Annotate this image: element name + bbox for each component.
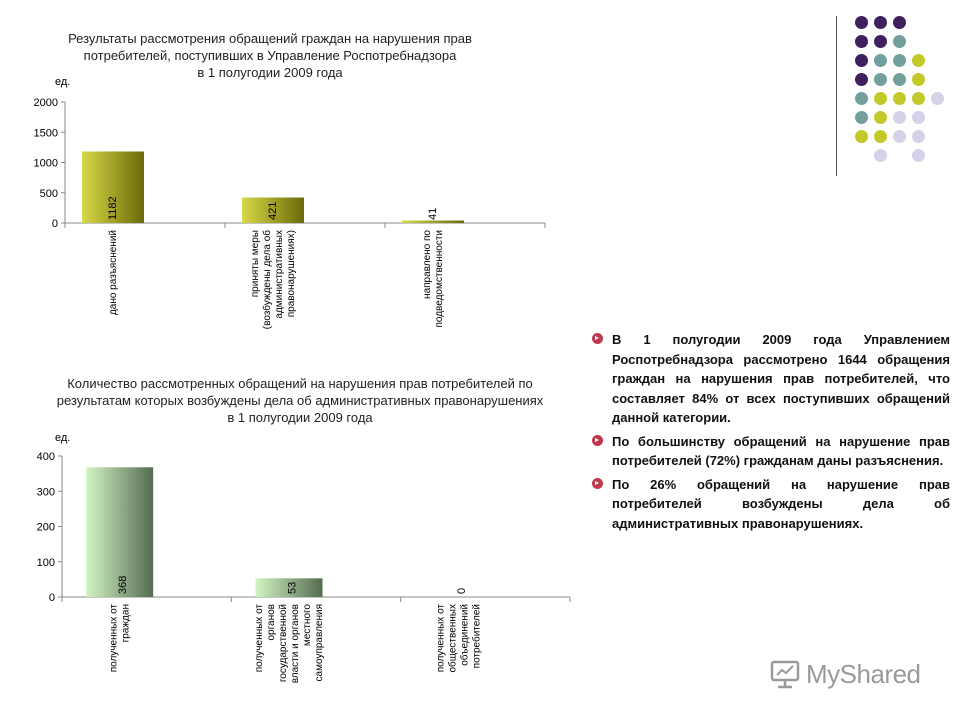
- y-tick-label: 2000: [33, 97, 58, 109]
- decor-dot: [912, 73, 925, 86]
- decor-dot: [874, 149, 887, 162]
- decor-dot: [874, 54, 887, 67]
- decor-dot: [855, 16, 868, 29]
- category-label: полученных оторгановгосударственнойвласти и органовместногосамоуправления: [254, 604, 325, 684]
- data-label: 53: [286, 581, 299, 594]
- decor-dot: [931, 92, 944, 105]
- category-label: дано разъяснений: [108, 230, 119, 316]
- chart2-unit-label: ед.: [55, 432, 71, 444]
- category-label: приняты меры(возбуждены дела обадминистративныхправонарушениях): [250, 230, 297, 330]
- watermark-logo: [770, 656, 921, 692]
- y-tick-label: 1000: [33, 157, 58, 170]
- bullet-text: По большинству обращений на нарушение прав потребителей (72%) гражданам даны разъяснения.: [612, 433, 950, 468]
- bullet-list: [590, 330, 950, 537]
- category-label: полученных отграждан: [108, 604, 132, 673]
- decor-dot: [912, 92, 925, 105]
- decor-vertical-line: [836, 16, 837, 176]
- y-tick-label: 1500: [33, 127, 58, 140]
- presentation-icon: [770, 659, 800, 689]
- chart1-title-line: потребителей, поступивших в Управление Роспотребнадзора: [83, 48, 457, 63]
- bullet-item: [590, 475, 950, 534]
- decor-dot: [855, 54, 868, 67]
- y-tick-label: 300: [36, 486, 55, 499]
- decor-dot: [855, 130, 868, 143]
- decor-dot: [893, 16, 906, 29]
- decor-dot: [893, 130, 906, 143]
- chart2-title-line: результатам которых возбуждены дела об административных правонарушениях: [56, 393, 544, 408]
- decor-dot: [855, 73, 868, 86]
- y-tick-label: 0: [51, 218, 58, 230]
- y-tick-label: 100: [36, 556, 55, 569]
- y-tick-label: 500: [39, 187, 58, 200]
- decor-dot: [912, 149, 925, 162]
- y-tick-label: 400: [36, 451, 55, 463]
- decor-dot: [855, 35, 868, 48]
- y-tick-label: 0: [48, 592, 55, 604]
- data-label: 368: [117, 575, 130, 594]
- bullet-text: По 26% обращений на нарушение прав потребителей возбуждены дела об административных правонарушениях.: [612, 476, 950, 531]
- decor-dot: [874, 35, 887, 48]
- decor-dot: [893, 92, 906, 105]
- data-label: 0: [455, 587, 468, 594]
- decor-dot: [912, 111, 925, 124]
- bullet-text: В 1 полугодии 2009 года Управлением Роспотребнадзора рассмотрено 1644 обращения граждан на нарушения прав потребителей, что составляет 84% от всех поступивших обращений данной категории.: [612, 332, 950, 425]
- decor-dot: [874, 130, 887, 143]
- bullet-item: [590, 330, 950, 428]
- watermark-text: MyShared: [806, 658, 921, 689]
- decor-dot: [893, 35, 906, 48]
- chart1-title-line: Результаты рассмотрения обращений граждан на нарушения прав: [68, 31, 472, 46]
- decor-dot: [912, 54, 925, 67]
- chart2-title-line: Количество рассмотренных обращений на нарушения прав потребителей по: [67, 376, 533, 391]
- category-label: полученных отобщественныхобъединенийпотребителей: [435, 604, 483, 673]
- decor-dot: [912, 130, 925, 143]
- data-label: 421: [267, 201, 279, 220]
- decor-dot: [874, 92, 887, 105]
- chart2-title-line: в 1 полугодии 2009 года: [227, 410, 373, 425]
- decor-dot: [874, 16, 887, 29]
- decor-dot: [893, 111, 906, 124]
- decor-dot: [855, 92, 868, 105]
- category-label: направлено поподведомственности: [422, 230, 445, 328]
- chart1-unit-label: ед.: [55, 76, 71, 88]
- bullet-arrow-icon: [592, 435, 603, 446]
- bullet-item: [590, 432, 950, 471]
- chart1-title-line: в 1 полугодии 2009 года: [197, 65, 343, 80]
- bullet-arrow-icon: [592, 333, 603, 344]
- decor-dot: [893, 73, 906, 86]
- decor-dot: [855, 111, 868, 124]
- data-label: 41: [427, 207, 439, 220]
- decor-dot: [893, 54, 906, 67]
- decor-dot: [874, 73, 887, 86]
- y-tick-label: 200: [36, 521, 55, 534]
- bullet-arrow-icon: [592, 478, 603, 489]
- data-label: 1182: [107, 196, 119, 220]
- decor-dot: [874, 111, 887, 124]
